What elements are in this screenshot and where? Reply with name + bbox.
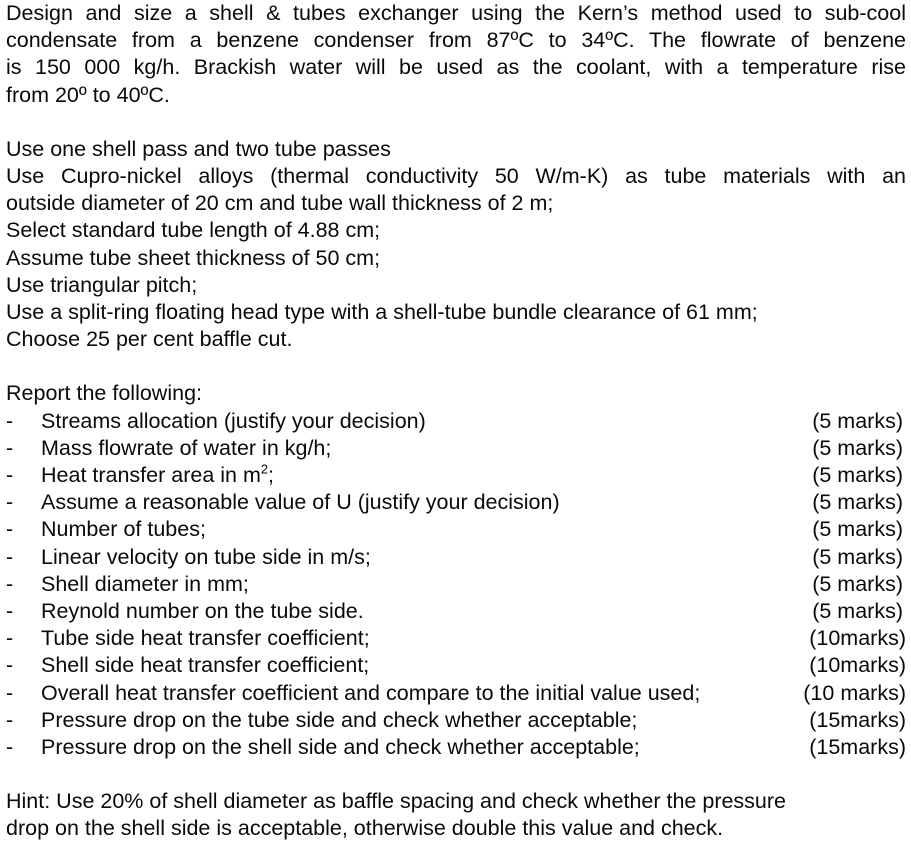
bullet-dash: - [6, 517, 14, 542]
spec-line: Use triangular pitch; [6, 272, 198, 297]
specification-list [6, 136, 906, 354]
report-item-text-main: Heat transfer area in m [41, 463, 261, 488]
report-item-text: Assume a reasonable value of U (justify your decision) [41, 490, 560, 515]
bullet-dash: - [6, 598, 14, 623]
report-item [6, 408, 906, 435]
bullet-dash: - [6, 408, 14, 433]
bullet-dash: - [6, 544, 14, 569]
report-item-marks: (5 marks) [812, 544, 903, 569]
spec-line: Select standard tube length of 4.88 cm; [6, 218, 381, 243]
bullet-dash: - [6, 653, 14, 678]
report-items-list [6, 408, 906, 761]
spec-line: outside diameter of 20 cm and tube wall thickness of 2 m; [6, 191, 554, 216]
intro-line: condensate from a benzene condenser from 87ºC to 34ºC. The flowrate of benzene [6, 28, 906, 53]
report-item-marks: (5 marks) [812, 598, 903, 623]
hint-line: drop on the shell side is acceptable, otherwise double this value and check. [6, 816, 724, 841]
spec-line: Use one shell pass and two tube passes [6, 136, 391, 161]
report-item [6, 598, 906, 625]
bullet-dash: - [6, 734, 14, 759]
report-item-text: Pressure drop on the tube side and check whether acceptable; [41, 707, 638, 732]
superscript-exponent: 2 [260, 461, 269, 477]
report-item-marks: (10marks) [809, 653, 906, 678]
report-item [6, 489, 906, 516]
report-item [6, 652, 906, 679]
report-item-text: Pressure drop on the shell side and check whether acceptable; [41, 734, 640, 759]
report-item-text-end: ; [268, 463, 275, 488]
spacer [6, 109, 906, 136]
problem-document [6, 0, 906, 842]
bullet-dash: - [6, 707, 14, 732]
intro-line: Design and size a shell & tubes exchanger using the Kern’s method used to sub-cool [6, 1, 906, 25]
report-item-marks: (5 marks) [812, 408, 903, 433]
report-section [6, 380, 906, 761]
report-item [6, 625, 906, 652]
bullet-dash: - [6, 490, 14, 515]
bullet-dash: - [6, 463, 14, 488]
report-item-marks: (5 marks) [812, 463, 903, 488]
report-item [6, 544, 906, 571]
spec-line: Choose 25 per cent baffle cut. [6, 327, 293, 352]
report-item [6, 680, 906, 707]
report-item-marks: (10 marks) [803, 680, 906, 705]
report-item [6, 435, 906, 462]
spacer [6, 761, 906, 788]
report-heading: Report the following: [6, 381, 202, 406]
bullet-dash: - [6, 435, 14, 460]
report-item-text: Shell diameter in mm; [41, 571, 249, 596]
hint-line: Hint: Use 20% of shell diameter as baffle spacing and check whether the pressure [6, 789, 787, 814]
report-item-text: Overall heat transfer coefficient and compare to the initial value used; [41, 680, 701, 705]
report-item-text [41, 462, 274, 489]
report-item [6, 462, 906, 489]
report-item-text: Number of tubes; [41, 517, 206, 542]
spec-line: Use Cupro-nickel alloys (thermal conductivity 50 W/m-K) as tube materials with an [6, 164, 906, 189]
report-item-text: Mass flowrate of water in kg/h; [41, 435, 332, 460]
intro-line: is 150 000 kg/h. Brackish water will be used as the coolant, with a temperature rise [6, 55, 906, 80]
bullet-dash: - [6, 680, 14, 705]
report-item-text: Tube side heat transfer coefficient; [41, 626, 370, 651]
report-item-marks: (5 marks) [812, 517, 903, 542]
intro-paragraph [6, 0, 906, 109]
report-item-marks: (5 marks) [812, 435, 903, 460]
bullet-dash: - [6, 626, 14, 651]
report-item-marks: (10marks) [809, 626, 906, 651]
bullet-dash: - [6, 571, 14, 596]
report-item [6, 571, 906, 598]
spec-line: Assume tube sheet thickness of 50 cm; [6, 245, 381, 270]
report-item [6, 516, 906, 543]
report-item-text: Linear velocity on tube side in m/s; [41, 544, 371, 569]
report-item-marks: (5 marks) [812, 490, 903, 515]
report-item-marks: (15marks) [809, 707, 906, 732]
report-item-text: Streams allocation (justify your decision) [41, 408, 426, 433]
report-item-marks: (5 marks) [812, 571, 903, 596]
report-item [6, 707, 906, 734]
spacer [6, 353, 906, 380]
spec-line: Use a split-ring floating head type with a shell-tube bundle clearance of 61 mm; [6, 300, 758, 325]
report-item-text: Reynold number on the tube side. [41, 598, 364, 623]
report-item-text: Shell side heat transfer coefficient; [41, 653, 370, 678]
report-item-marks: (15marks) [809, 734, 906, 759]
intro-line: from 20º to 40ºC. [6, 82, 170, 107]
report-item [6, 734, 906, 761]
hint-paragraph [6, 788, 906, 842]
